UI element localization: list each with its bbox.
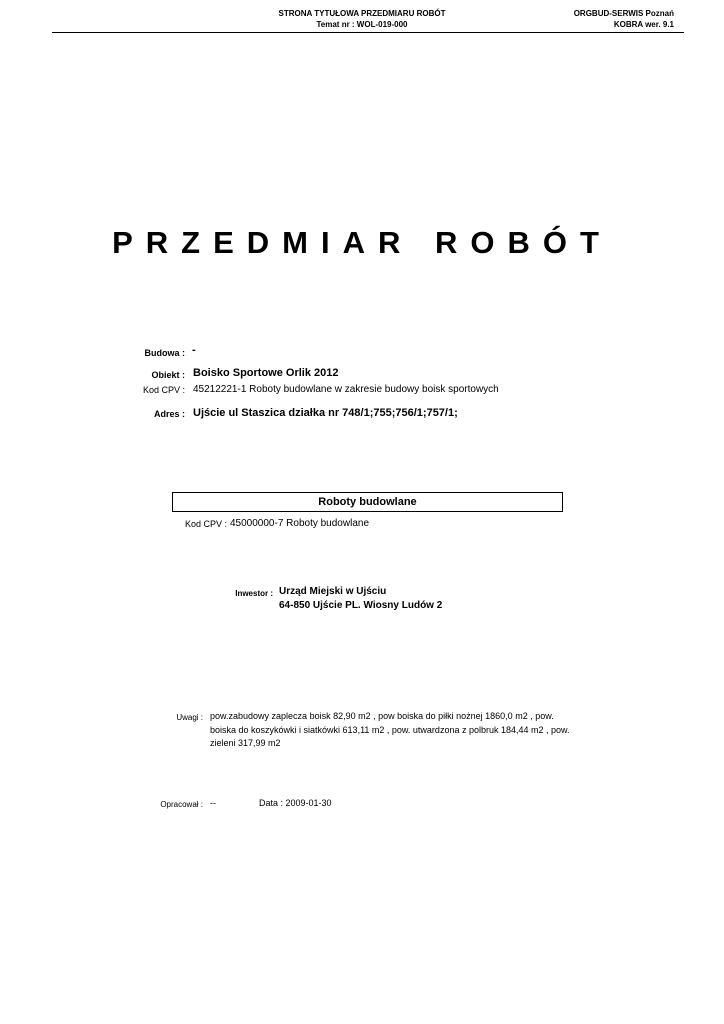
page-title: PRZEDMIAR ROBÓT: [112, 225, 612, 260]
header-topic-number: Temat nr : WOL-019-000: [316, 20, 408, 29]
opracowal-value: --: [210, 798, 216, 808]
obiekt-label: Obiekt :: [151, 370, 185, 380]
uwagi-label: Uwagi :: [176, 713, 203, 722]
uwagi-line-1: pow.zabudowy zaplecza boisk 82,90 m2 , pow boiska do piłki nożnej 1860,0 m2 , pow.: [210, 711, 554, 721]
uwagi-line-2: boiska do koszykówki i siatkówki 613,11 m2 , pow. utwardzona z polbruk 184,44 m2 , pow.: [210, 725, 570, 735]
header-software-version: KOBRA wer. 9.1: [613, 20, 674, 29]
inwestor-label: Inwestor :: [235, 589, 273, 598]
obiekt-value: Boisko Sportowe Orlik 2012: [193, 367, 339, 379]
adres-label: Adres :: [153, 409, 185, 419]
kod-cpv-value: 45212221-1 Roboty budowlane w zakresie budowy boisk sportowych: [193, 384, 499, 395]
inwestor-address: 64-850 Ujście PL. Wiosny Ludów 2: [279, 600, 443, 611]
adres-value: Ujście ul Staszica działka nr 748/1;755;756/1;757/1;: [193, 407, 458, 419]
kod-cpv-label: Kod CPV :: [142, 385, 185, 395]
opracowal-date: Data : 2009-01-30: [259, 798, 332, 808]
roboty-kod-cpv-value: 45000000-7 Roboty budowlane: [230, 518, 369, 529]
header-document-title: STRONA TYTUŁOWA PRZEDMIARU ROBÓT: [278, 9, 446, 18]
roboty-kod-cpv-label: Kod CPV :: [185, 519, 228, 529]
header-divider: [52, 32, 684, 33]
opracowal-label: Opracował :: [160, 800, 203, 809]
roboty-section-title: Roboty budowlane: [172, 492, 563, 512]
uwagi-line-3: zieleni 317,99 m2: [210, 738, 281, 748]
budowa-label: Budowa :: [144, 348, 185, 358]
budowa-value: -: [192, 344, 196, 356]
header-company: ORGBUD-SERWIS Poznań: [573, 9, 674, 18]
inwestor-name: Urząd Miejski w Ujściu: [279, 586, 387, 597]
